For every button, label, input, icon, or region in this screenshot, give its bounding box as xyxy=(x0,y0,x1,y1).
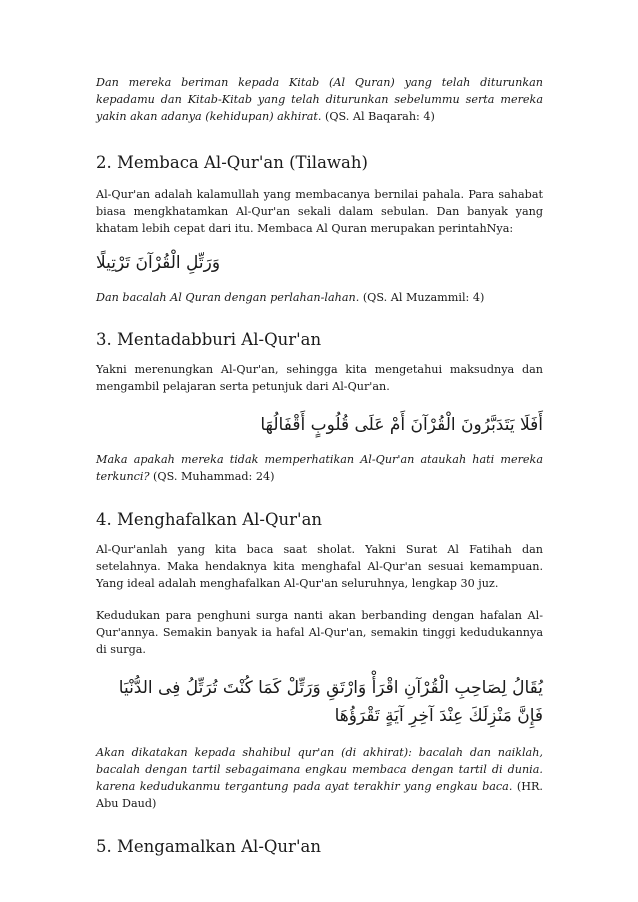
verse-reference: (QS. Al Muzammil: 4) xyxy=(359,291,485,304)
verse-reference: (QS. Al Baqarah: 4) xyxy=(321,110,435,123)
section-heading-menghafal: 4. Menghafalkan Al-Qur'an xyxy=(96,510,323,529)
section-heading-tilawah: 2. Membaca Al-Qur'an (Tilawah) xyxy=(96,153,368,172)
translation-paragraph-muzammil xyxy=(96,289,543,306)
arabic-verse-muhammad: أَفَلَا يَتَدَبَّرُونَ الْقُرْآنَ أَمْ عَلَى قُلُوبٍ أَقْفَالُهَا xyxy=(260,415,543,435)
translation-quote: Akan dikatakan kepada shahibul qur'an (di akhirat): bacalah dan naiklah, bacalah dengan tartil sebagaimana engkau membaca dengan tartil di dunia. karena kedudukanmu tergantung pada ayat terakhir yang engkau baca. xyxy=(96,746,543,793)
section-heading-tadabbur: 3. Mentadabburi Al-Qur'an xyxy=(96,330,322,349)
translation-paragraph-muhammad xyxy=(96,451,543,485)
document-page xyxy=(96,72,543,858)
body-paragraph: Kedudukan para penghuni surga nanti akan berbanding dengan hafalan Al-Qur'annya. Semakin banyak ia hafal Al-Qur'an, semakin tinggi kedudukannya di surga. xyxy=(96,609,543,656)
body-paragraph: Al-Qur'an adalah kalamullah yang membacanya bernilai pahala. Para sahabat biasa mengkhatamkan Al-Qur'an sekali dalam sebulan. Dan banyak yang khatam lebih cepat dari itu. Membaca Al Quran merupakan perintahNya: xyxy=(96,188,543,235)
hadith-reference: (HR. Abu Daud) xyxy=(96,780,543,810)
body-paragraph: Al-Qur'anlah yang kita baca saat sholat. Yakni Surat Al Fatihah dan setelahnya. Maka hendaknya kita menghafal Al-Qur'an sesuai kemampuan. Yang ideal adalah menghafalkan Al-Qur'an seluruhnya, lengkap 30 juz. xyxy=(96,543,543,590)
translation-paragraph-baqarah xyxy=(96,74,543,125)
verse-reference: (QS. Muhammad: 24) xyxy=(149,470,275,483)
translation-quote: Dan mereka beriman kepada Kitab (Al Quran) yang telah diturunkan kepadamu dan Kitab-Kitab yang telah diturunkan sebelummu serta mereka yakin akan adanya (kehidupan) akhirat. xyxy=(96,76,543,123)
body-paragraph: Yakni merenungkan Al-Qur'an, sehingga kita mengetahui maksudnya dan mengambil pelajaran serta petunjuk dari Al-Qur'an. xyxy=(96,363,543,393)
arabic-hadith: يُقَالُ لِصَاحِبِ الْقُرْآنِ اقْرَأْ وَارْتَقِ وَرَتِّلْ كَمَا كُنْتَ تُرَتِّلُ فِى الدُّنْيَا فَإِنَّ مَنْزِلَكَ عِنْدَ آخِرِ آيَةٍ تَقْرَؤُهَا xyxy=(118,678,543,726)
section-heading-mengamalkan: 5. Mengamalkan Al-Qur'an xyxy=(96,837,321,856)
translation-quote: Dan bacalah Al Quran dengan perlahan-lahan. xyxy=(96,291,360,304)
translation-paragraph-hadith xyxy=(96,744,543,812)
translation-quote: Maka apakah mereka tidak memperhatikan Al-Qur'an ataukah hati mereka terkunci? xyxy=(96,453,543,483)
arabic-verse-muzammil: وَرَتِّلِ الْقُرْآنَ تَرْتِيلًا xyxy=(96,253,221,273)
